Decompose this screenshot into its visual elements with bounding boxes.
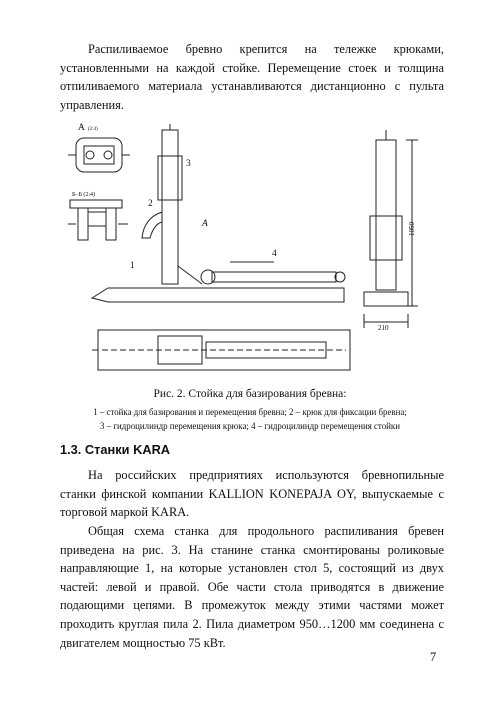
dim-height-text: 1050 <box>408 222 416 236</box>
callout-4: 4 <box>272 249 277 259</box>
paragraph-2: Общая схема станка для продольного распиливания бревен приведена на рис. 3. На станине станка смонтированы роликовые направляющие 1, на которые установлен стол 5, состоящий из двух частей: левой и правой. Обе части стола приводятся в движение подающими цепями. В промежуток между этими частями может проходить круглая пила 2. Пила диаметром 950…1200 мм соединена с двигателем мощностью 75 кВт. <box>60 524 444 650</box>
view-a-outline <box>76 138 122 172</box>
callout-3: 3 <box>186 159 191 169</box>
intro-paragraph: Распиливаемое бревно крепится на тележке крюками, установленными на каждой стойке. Перемещение стоек и толщина отпиливаемого материала устанавливаются дистанционно с пульта управления. <box>60 42 444 112</box>
callout-1: 1 <box>130 261 135 271</box>
page-number: 7 <box>430 650 437 664</box>
cylinder-4 <box>212 272 336 282</box>
hook-shape <box>142 212 162 238</box>
section-heading: 1.3. Станки KARA <box>60 442 171 457</box>
legend-line-2: 3 – гидроцилиндр перемещения крюка; 4 – гидроцилиндр перемещения стойки <box>100 421 400 431</box>
paragraph-1: На российских предприятиях используются бревнопильные станки финской компании KALLION KONEPAJA OY, выпускаемые с торговой маркой KARA. <box>60 468 444 520</box>
view-a-label: А <box>78 123 85 133</box>
view-a-arrow-label: А <box>202 219 208 229</box>
view-a-body <box>84 146 114 164</box>
post-column <box>162 130 178 284</box>
section-bb-label: Б–Б (2:4) <box>72 192 96 198</box>
callout-2: 2 <box>148 199 153 209</box>
view-a-scale: (2:4) <box>88 127 98 132</box>
section-bb-top <box>70 200 122 208</box>
figure-2-drawing <box>62 116 442 388</box>
dim-width-text: 210 <box>378 324 389 332</box>
front-view-post <box>376 140 396 290</box>
figure-legend <box>44 405 456 433</box>
legend-line-1: 1 – стойка для базирования и перемещения бревна; 2 – крюк для фиксации бревна; <box>93 407 407 417</box>
figure-caption: Рис. 2. Стойка для базирования бревна: <box>153 388 347 400</box>
base-frame <box>92 288 344 302</box>
